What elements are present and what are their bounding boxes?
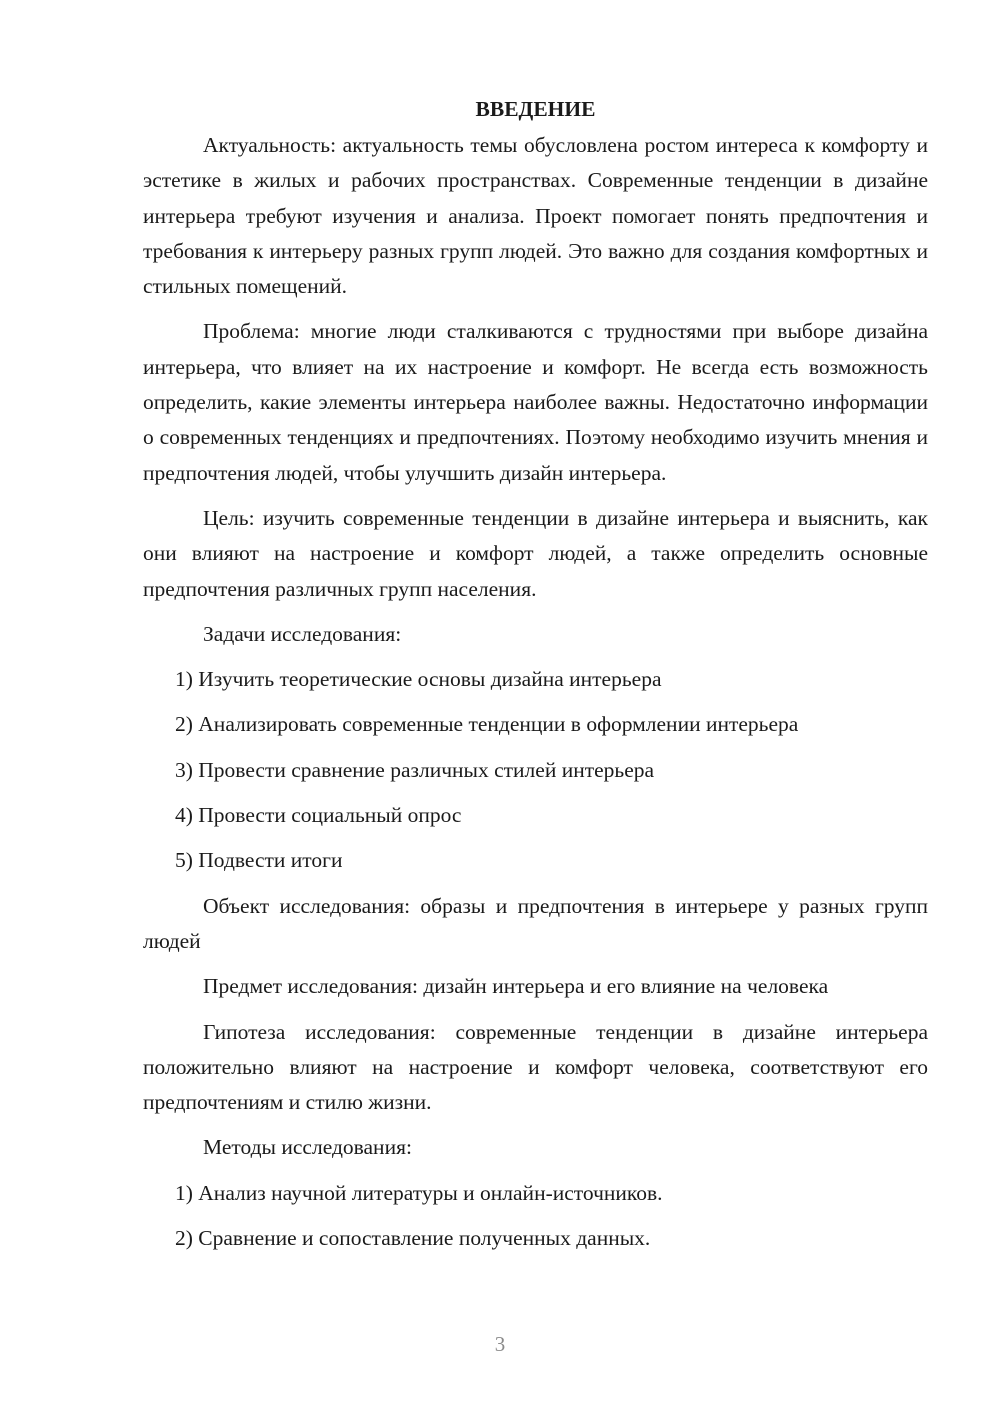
section-title: ВВЕДЕНИЕ xyxy=(475,97,596,121)
task-item-1: 1) Изучить теоретические основы дизайна интерьера xyxy=(175,667,662,692)
document-page xyxy=(143,92,928,1266)
relevance-paragraph: Актуальность: актуальность темы обусловлена ростом интереса к комфорту и эстетике в жилых и рабочих пространствах. Современные тенденции в дизайне интерьера требуют изучения и анализа. Проект помогает понять предпочтения и требования к интерьеру разных групп людей. Это важно для создания комфортных и стильных помещений. xyxy=(143,133,928,299)
task-item-4: 4) Провести социальный опрос xyxy=(175,803,462,828)
page-number: 3 xyxy=(494,1332,506,1356)
object-paragraph: Объект исследования: образы и предпочтения в интерьере у разных групп людей xyxy=(143,893,928,953)
tasks-heading: Задачи исследования: xyxy=(203,621,402,646)
method-item-2: 2) Сравнение и сопоставление полученных данных. xyxy=(175,1226,651,1251)
method-item-1: 1) Анализ научной литературы и онлайн-источников. xyxy=(175,1180,663,1205)
hypothesis-paragraph: Гипотеза исследования: современные тенденции в дизайне интерьера положительно влияют на настроение и комфорт человека, соответствуют его предпочтениям и стилю жизни. xyxy=(143,1019,928,1115)
subject-paragraph: Предмет исследования: дизайн интерьера и его влияние на человека xyxy=(203,974,829,999)
problem-paragraph: Проблема: многие люди сталкиваются с трудностями при выборе дизайна интерьера, что влияет на их настроение и комфорт. Не всегда есть возможность определить, какие элементы интерьера наиболее важны. Недостаточно информации о современных тенденциях и предпочтениях. Поэтому необходимо изучить мнения и предпочтения людей, чтобы улучшить дизайн интерьера. xyxy=(143,319,928,485)
task-item-3: 3) Провести сравнение различных стилей интерьера xyxy=(175,757,655,782)
methods-heading: Методы исследования: xyxy=(203,1135,412,1160)
task-item-2: 2) Анализировать современные тенденции в оформлении интерьера xyxy=(175,712,799,737)
task-item-5: 5) Подвести итоги xyxy=(175,848,343,873)
goal-paragraph: Цель: изучить современные тенденции в дизайне интерьера и выяснить, как они влияют на настроение и комфорт людей, а также определить основные предпочтения различных групп населения. xyxy=(143,505,928,601)
